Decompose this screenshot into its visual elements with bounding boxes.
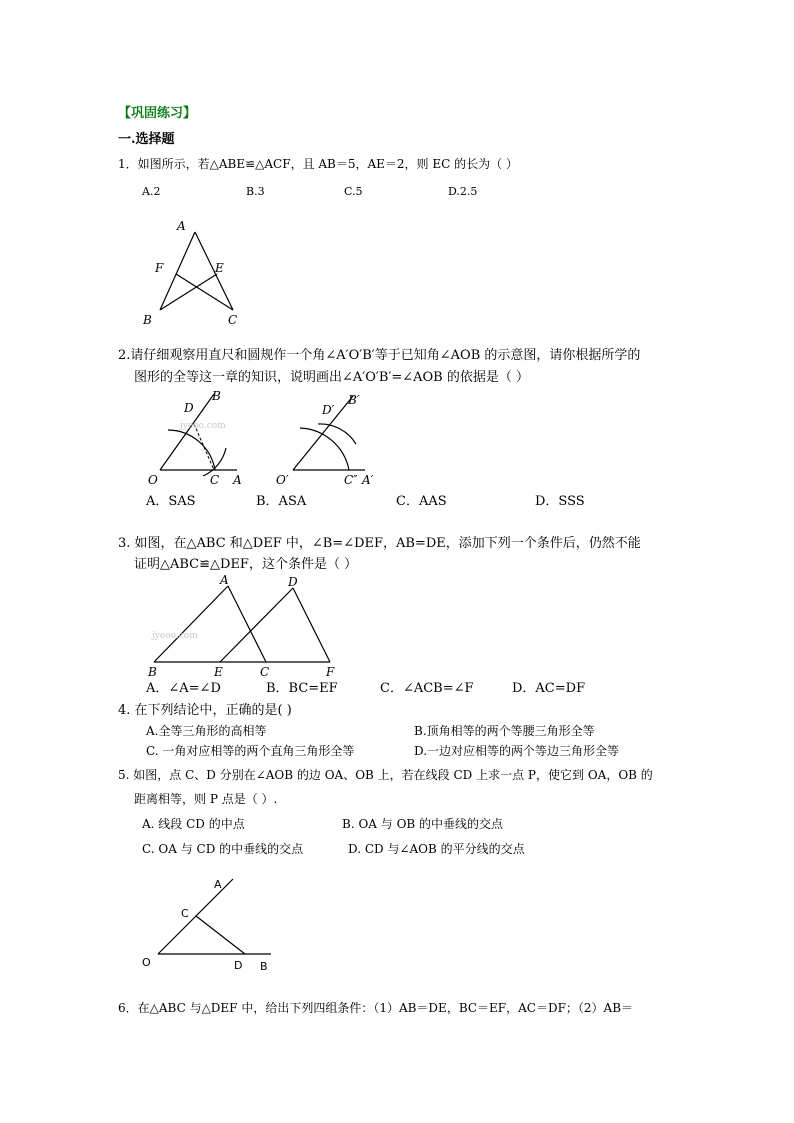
q3-figure — [142, 572, 362, 682]
q4-option-a: A.全等三角形的高相等 — [146, 724, 267, 738]
q5-figure — [138, 875, 288, 975]
q3-label-a: A — [220, 573, 229, 587]
q3-label-d: D — [288, 575, 298, 589]
q2-label-a: A — [233, 473, 242, 487]
q2-option-b: B．ASA — [256, 494, 307, 509]
q3-option-c: C．∠ACB=∠F — [380, 681, 474, 696]
q3-label-e: E — [214, 665, 223, 679]
q2-label-b: B — [212, 389, 221, 403]
q3-label-c: C — [260, 665, 270, 679]
q3-stem-line2: 证明△ABC≌△DEF，这个条件是（ ） — [134, 557, 358, 572]
q1-label-b: B — [143, 313, 152, 327]
q1-label-a: A — [177, 219, 186, 233]
q1-stem: 1．如图所示，若△ABE≌△ACF，且 AB＝5，AE＝2，则 EC 的长为（ ） — [118, 157, 518, 171]
q5-label-b: B — [260, 960, 268, 973]
q2-label-b-prime: B′ — [348, 393, 360, 407]
q2-label-c-double-prime: C″ — [344, 473, 358, 487]
q1-option-b: B.3 — [246, 185, 265, 198]
q4-stem: 4. 在下列结论中，正确的是( ) — [118, 703, 292, 718]
q1-figure — [135, 212, 255, 332]
q5-option-d: D. CD 与∠AOB 的平分线的交点 — [348, 842, 525, 856]
q5-label-o: O — [142, 956, 151, 969]
q1-label-f: F — [155, 261, 164, 275]
q3-label-f: F — [326, 665, 335, 679]
q2-option-a: A．SAS — [146, 494, 196, 509]
q4-option-c: C. 一角对应相等的两个直角三角形全等 — [146, 744, 355, 758]
q1-option-d: D.2.5 — [448, 185, 478, 198]
section-subtitle: 一.选择题 — [118, 132, 175, 147]
q3-stem-line1: 3. 如图，在△ABC 和△DEF 中，∠B=∠DEF，AB=DE，添加下列一个条件后，仍然不能 — [118, 536, 641, 551]
q2-label-d-prime: D′ — [322, 403, 335, 417]
q2-label-o-prime: O′ — [276, 473, 289, 487]
q5-option-c: C. OA 与 CD 的中垂线的交点 — [142, 842, 304, 856]
q2-label-o: O — [148, 473, 158, 487]
q5-stem-line2: 距离相等，则 P 点是（ ）. — [134, 792, 278, 806]
q2-label-c: C — [210, 473, 220, 487]
q3-label-b: B — [148, 665, 157, 679]
q5-label-d: D — [234, 959, 243, 972]
q2-label-d: D — [184, 401, 194, 415]
q2-option-d: D．SSS — [535, 494, 585, 509]
q1-label-c: C — [228, 313, 238, 327]
q5-stem-line1: 5. 如图，点 C、D 分别在∠AOB 的边 OA、OB 上，若在线段 CD 上求一点 P，使它到 OA，OB 的 — [118, 768, 653, 782]
q5-label-a: A — [214, 878, 222, 891]
q2-option-c: C．AAS — [396, 494, 447, 509]
q1-option-c: C.5 — [344, 185, 363, 198]
q5-option-b: B. OA 与 OB 的中垂线的交点 — [342, 817, 504, 831]
q2-label-a-prime: A′ — [362, 473, 374, 487]
q4-option-d: D.一边对应相等的两个等边三角形全等 — [414, 744, 620, 758]
q6-stem: 6．在△ABC 与△DEF 中，给出下列四组条件：（1）AB＝DE，BC＝EF，AC＝DF；（2）AB＝ — [118, 1001, 634, 1015]
q2-figure — [140, 388, 400, 488]
svg-text:jyeoo.com: jyeoo.com — [180, 421, 226, 431]
section-title: 【巩固练习】 — [118, 106, 197, 121]
q4-option-b: B.顶角相等的两个等腰三角形全等 — [414, 724, 595, 738]
q2-stem-line1: 2.请仔细观察用直尺和圆规作一个角∠A′O′B′等于已知角∠AOB 的示意图，请你根据所学的 — [118, 348, 641, 363]
q1-label-e: E — [215, 261, 224, 275]
q1-option-a: A.2 — [142, 185, 161, 198]
q5-option-a: A. 线段 CD 的中点 — [142, 817, 245, 831]
q2-stem-line2: 图形的全等这一章的知识，说明画出∠A′O′B′=∠AOB 的依据是（ ） — [134, 370, 529, 385]
q3-option-d: D．AC=DF — [512, 681, 586, 696]
svg-text:jyeoo.com: jyeoo.com — [152, 631, 198, 641]
q3-option-a: A．∠A=∠D — [146, 681, 221, 696]
q5-label-c: C — [181, 907, 189, 920]
q3-option-b: B．BC=EF — [266, 681, 338, 696]
